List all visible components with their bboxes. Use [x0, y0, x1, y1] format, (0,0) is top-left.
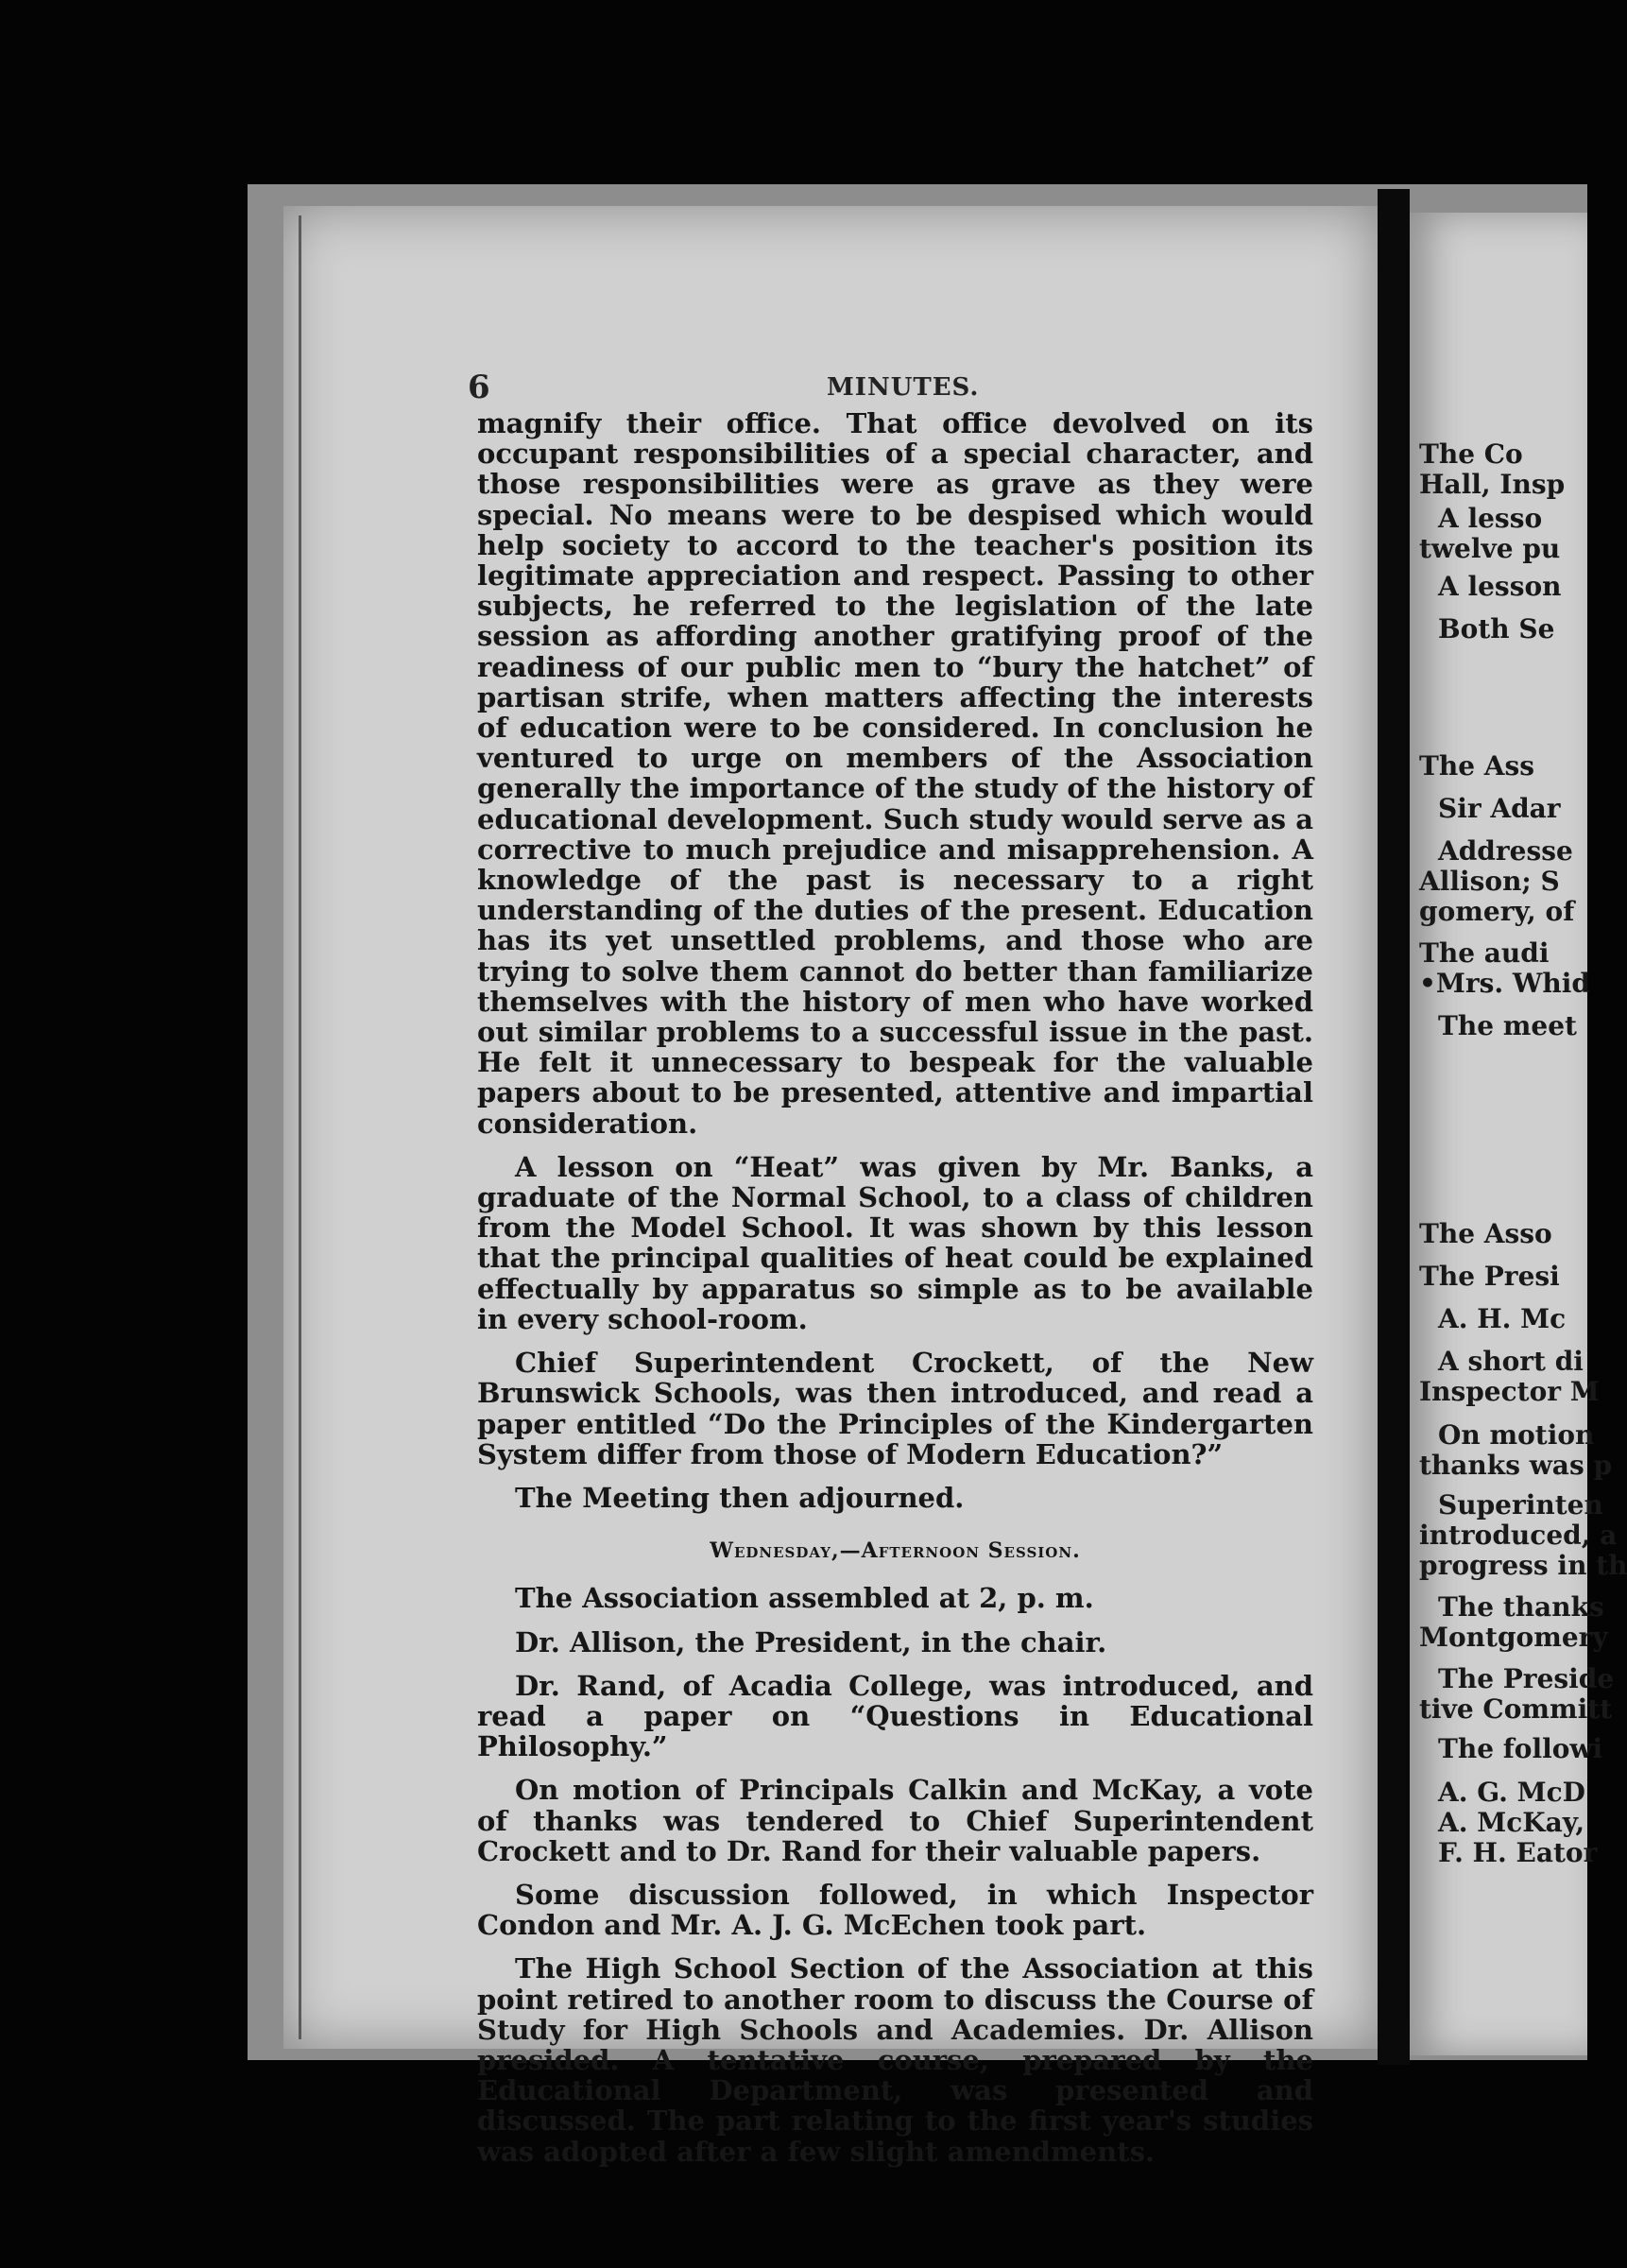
paragraph: Dr. Rand, of Acadia College, was introduced, and read a paper on “Questions in Educational Philosophy.”	[477, 1669, 1313, 1763]
right-line: The meet	[1438, 1010, 1577, 1041]
paragraph: On motion of Principals Calkin and McKay, a vote of thanks was tendered to Chief Superintendent Crockett and to Dr. Rand for their valuable papers.	[477, 1774, 1313, 1867]
right-line: gomery, of	[1419, 896, 1575, 927]
paragraph: A lesson on “Heat” was given by Mr. Banks, a graduate of the Normal School, to a class of children from the Model School. It was shown by this lesson that the principal qualities of heat could be explained effectually by apparatus so simple as to be available in every school-room.	[477, 1150, 1313, 1335]
session-heading: Wednesday,—Afternoon Session.	[710, 1538, 1081, 1564]
right-page-fragment	[1410, 213, 1627, 2055]
right-line: A. G. McD	[1438, 1777, 1585, 1808]
running-head: MINUTES.	[827, 373, 980, 402]
right-line: The audi	[1419, 937, 1550, 969]
paragraph: The Association assembled at 2, p. m.	[515, 1582, 1094, 1615]
paragraph: magnify their office. That office devolved on its occupant responsibilities of a special character, and those responsibilities were as grave as they were special. No means were to be despised which would help society to accord to the teacher's position its legitimate appreciation and respect. Passing to other subjects, he referred to the legislation of the late session as affording another gratifying proof of the readiness of our public men to “bury the hatchet” of partisan strife, when matters affecting the interests of education were to be considered. In conclusion he ventured to urge on members of the Association generally the importance of the study of the history of educational development. Such study would serve as a corrective to much prejudice and misapprehension. A knowledge of the past is necessary to a right understanding of the duties of the present. Education has its yet unsettled problems, and those who are trying to solve them cannot do better than familiarize themselves with the history of men who have worked out similar problems to a successful issue in the past. He felt it unnecessary to bespeak for the valuable papers about to be presented, attentive and impartial consideration.	[477, 407, 1313, 1140]
right-line: •Mrs. Whid	[1419, 968, 1590, 999]
book-gutter	[1378, 189, 1410, 2065]
right-line: The Ass	[1419, 750, 1535, 782]
right-line: A. McKay,	[1438, 1807, 1585, 1838]
right-line: A. H. Mc	[1438, 1303, 1567, 1334]
right-line: Addresse	[1438, 835, 1573, 867]
right-line: twelve pu	[1419, 533, 1561, 564]
paragraph: Dr. Allison, the President, in the chair.	[515, 1625, 1107, 1658]
right-line: Both Se	[1438, 613, 1555, 644]
right-line: introduced, a	[1419, 1520, 1618, 1551]
paragraph: Chief Superintendent Crockett, of the New Brunswick Schools, was then introduced, and read a paper entitled “Do the Principles of the Kindergarten System differ from those of Modern Education?”	[477, 1347, 1313, 1470]
right-line: The Asso	[1419, 1218, 1552, 1249]
right-line: Montgomery	[1419, 1622, 1608, 1653]
right-line: Superinten	[1438, 1489, 1603, 1521]
page-header	[468, 369, 1318, 406]
right-line: progress in th	[1419, 1550, 1627, 1581]
right-line: A lesson	[1438, 571, 1562, 602]
right-line: On motion	[1438, 1419, 1595, 1451]
right-line: The Presi	[1419, 1261, 1560, 1292]
right-line: tive Committ	[1419, 1693, 1613, 1725]
page-number: 6	[468, 369, 490, 406]
right-line: thanks was p	[1419, 1450, 1613, 1481]
right-line: Allison; S	[1419, 866, 1560, 897]
right-line: The followi	[1438, 1733, 1603, 1764]
page-body	[477, 408, 1313, 2180]
right-line: A lesso	[1438, 503, 1543, 534]
right-line: F. H. Eator	[1438, 1837, 1598, 1868]
paragraph: Some discussion followed, in which Inspector Condon and Mr. A. J. G. McEchen took part.	[477, 1878, 1313, 1942]
paragraph: The High School Section of the Association at this point retired to another room to discuss the Course of Study for High Schools and Academies. Dr. Allison presided. A tentative course, prepared by the Educational Department, was presented and discussed. The part relating to the first year's studies was adopted after a few slight amendments.	[477, 1952, 1313, 2168]
right-line: Hall, Insp	[1419, 469, 1566, 500]
right-line: A short di	[1438, 1346, 1584, 1377]
right-line: The thanks	[1438, 1591, 1604, 1623]
right-line: The Co	[1419, 438, 1523, 470]
right-line: The Preside	[1438, 1663, 1615, 1694]
paragraph: The Meeting then adjourned.	[515, 1481, 965, 1514]
right-line: Sir Adar	[1438, 793, 1561, 824]
right-line: Inspector M	[1419, 1376, 1600, 1407]
